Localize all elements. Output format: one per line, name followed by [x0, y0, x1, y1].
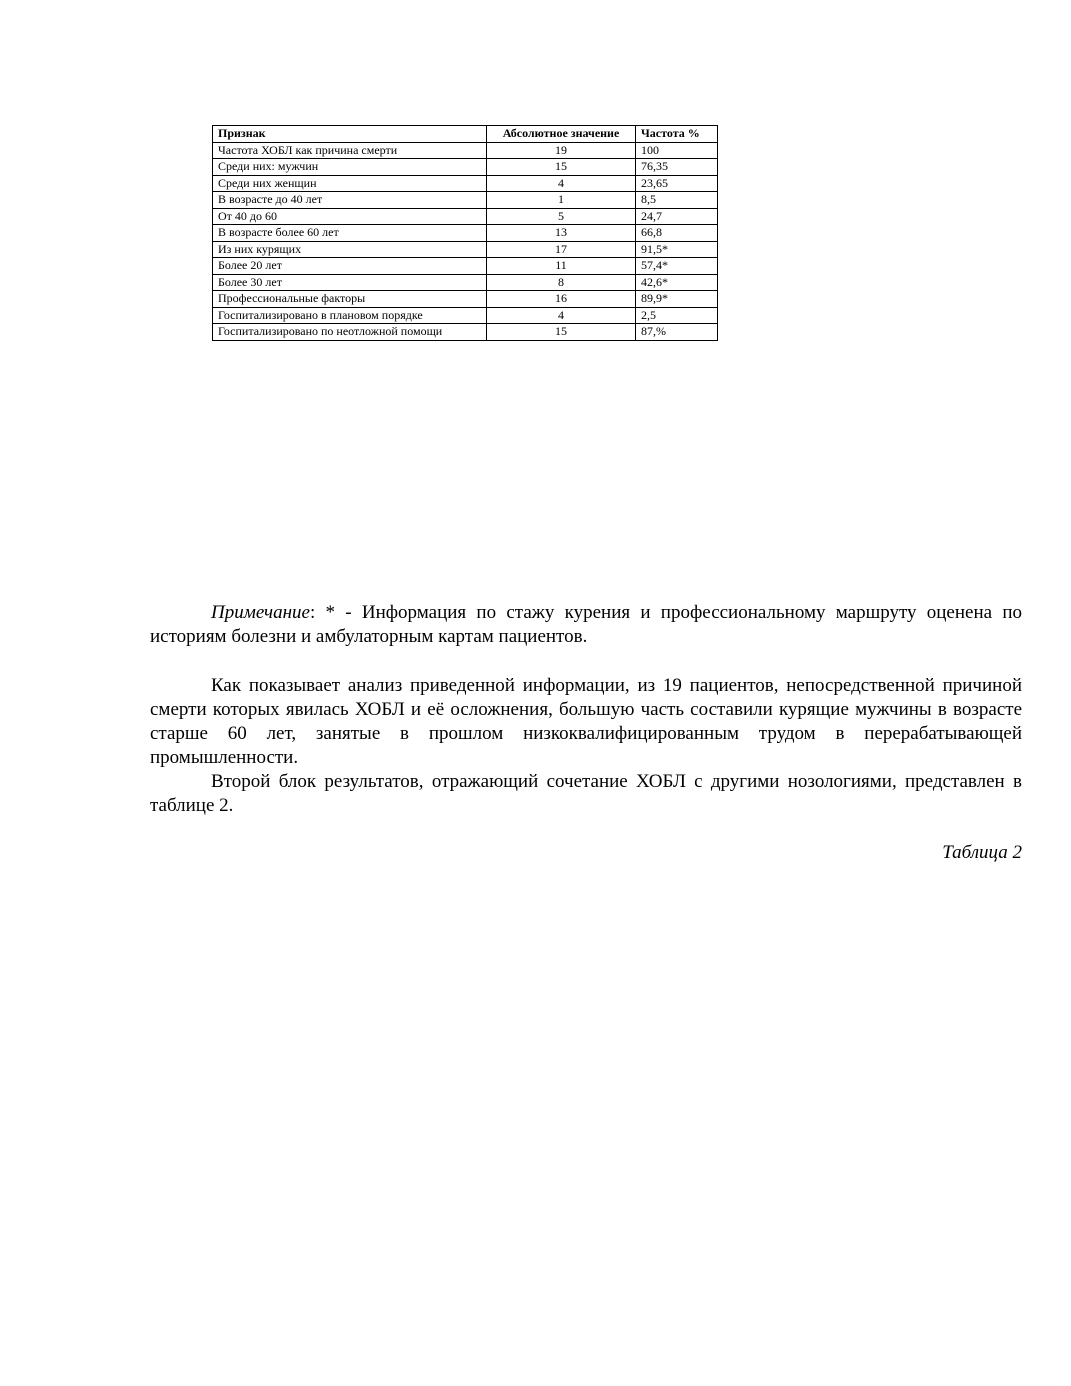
analysis-paragraph — [150, 674, 1022, 770]
cell-frequency: 8,5 — [636, 192, 718, 209]
table-row — [213, 324, 718, 341]
analysis-paragraph-text: Как показывает анализ приведенной информации, из 19 пациентов, непосредственной причиной смерти которых явилась ХОБЛ и её осложнения, большую часть составили курящие мужчины в возрасте старше 60 лет, занятые в прошлом низкоквалифицированным трудом в перерабатывающей промышленности. — [150, 675, 1022, 768]
second-block-paragraph-text: Второй блок результатов, отражающий сочетание ХОБЛ с другими нозологиями, представлен в таблице 2. — [150, 771, 1022, 816]
table-row — [213, 274, 718, 291]
cell-sign: Более 20 лет — [213, 258, 487, 275]
cell-frequency: 100 — [636, 142, 718, 159]
second-block-paragraph — [150, 770, 1022, 818]
cell-absolute: 1 — [487, 192, 636, 209]
cell-frequency: 24,7 — [636, 208, 718, 225]
cell-sign: Более 30 лет — [213, 274, 487, 291]
cell-absolute: 15 — [487, 159, 636, 176]
header-absolute: Абсолютное значение — [487, 126, 636, 143]
cell-absolute: 16 — [487, 291, 636, 308]
cell-sign: Госпитализировано в плановом порядке — [213, 307, 487, 324]
cell-sign: В возрасте до 40 лет — [213, 192, 487, 209]
cell-sign: Из них курящих — [213, 241, 487, 258]
cell-absolute: 4 — [487, 175, 636, 192]
cell-sign: В возрасте более 60 лет — [213, 225, 487, 242]
cell-absolute: 4 — [487, 307, 636, 324]
cell-frequency: 57,4* — [636, 258, 718, 275]
cell-sign: Среди них женщин — [213, 175, 487, 192]
table-row — [213, 208, 718, 225]
note-label: Примечание — [211, 602, 310, 623]
cell-sign: Профессиональные факторы — [213, 291, 487, 308]
table-row — [213, 142, 718, 159]
cell-frequency: 91,5* — [636, 241, 718, 258]
table-row — [213, 192, 718, 209]
cell-sign: Частота ХОБЛ как причина смерти — [213, 142, 487, 159]
cell-absolute: 17 — [487, 241, 636, 258]
note-text: : * - Информация по стажу курения и профессиональному маршруту оценена по историям болезни и амбулаторным картам пациентов. — [150, 602, 1022, 647]
cell-frequency: 66,8 — [636, 225, 718, 242]
cell-absolute: 8 — [487, 274, 636, 291]
table-row — [213, 241, 718, 258]
cell-absolute: 5 — [487, 208, 636, 225]
table-row — [213, 159, 718, 176]
table-note — [150, 601, 1022, 649]
cell-sign: Госпитализировано по неотложной помощи — [213, 324, 487, 341]
table-row — [213, 258, 718, 275]
header-sign: Признак — [213, 126, 487, 143]
table-caption: Таблица 2 — [942, 842, 1022, 863]
header-frequency: Частота % — [636, 126, 718, 143]
cell-frequency: 23,65 — [636, 175, 718, 192]
cell-frequency: 76,35 — [636, 159, 718, 176]
cell-sign: Среди них: мужчин — [213, 159, 487, 176]
cell-absolute: 15 — [487, 324, 636, 341]
cell-absolute: 13 — [487, 225, 636, 242]
cell-frequency: 2,5 — [636, 307, 718, 324]
data-table — [212, 125, 718, 341]
cell-sign: От 40 до 60 — [213, 208, 487, 225]
table-row — [213, 175, 718, 192]
table-row — [213, 291, 718, 308]
cell-frequency: 42,6* — [636, 274, 718, 291]
table-header-row — [213, 126, 718, 143]
cell-frequency: 87,% — [636, 324, 718, 341]
cell-absolute: 19 — [487, 142, 636, 159]
cell-absolute: 11 — [487, 258, 636, 275]
table-row — [213, 225, 718, 242]
table-row — [213, 307, 718, 324]
cell-frequency: 89,9* — [636, 291, 718, 308]
